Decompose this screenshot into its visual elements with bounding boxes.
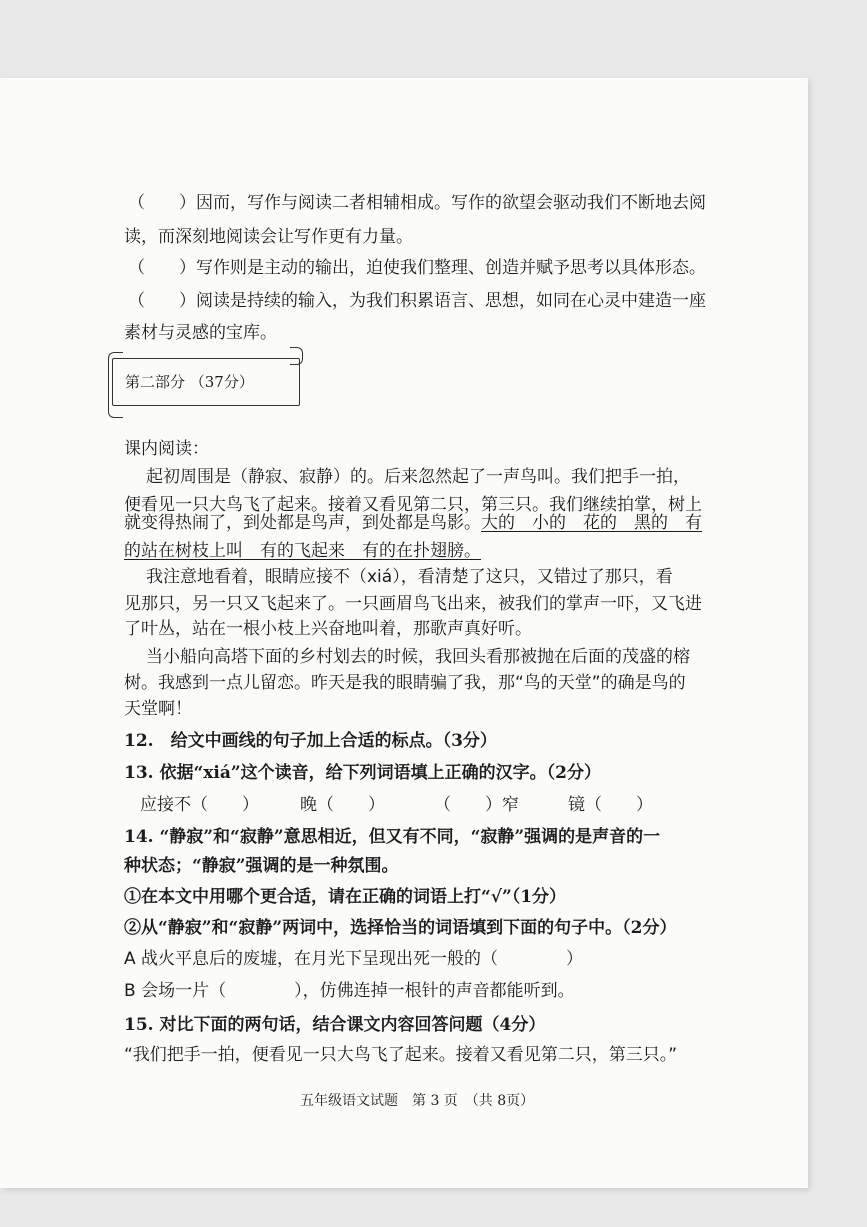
answer-blank[interactable]: （ ） <box>128 193 196 213</box>
passage-line: 树。我感到一点儿留恋。昨天是我的眼睛骗了我，那“鸟的天堂”的确是鸟的 <box>124 673 686 693</box>
section-title: 第二部分 （37分） <box>125 373 254 391</box>
passage-line: 了叶丛，站在一根小枝上兴奋地叫着，那歌声真好听。 <box>124 619 532 639</box>
ordering-line-5: 素材与灵感的宝库。 <box>124 323 277 343</box>
underlined-sentence: 大的 小的 花的 黑的 有 <box>481 513 702 533</box>
q13-item[interactable]: （ ）窄 <box>434 795 519 815</box>
passage-line: 见那只，另一只又飞起来了。一只画眉鸟飞出来，被我们的掌声一吓，又飞进 <box>124 594 702 614</box>
passage-line: 天堂啊！ <box>124 699 192 719</box>
answer-blank[interactable]: （ ） <box>128 258 196 278</box>
ordering-line-1: （ ）因而，写作与阅读二者相辅相成。写作的欲望会驱动我们不断地去阅 <box>128 193 706 213</box>
q13-item[interactable]: 镜（ ） <box>568 795 653 815</box>
question-14-cont: 种状态；“静寂”强调的是一种氛围。 <box>124 856 399 876</box>
answer-blank[interactable]: （ ） <box>128 291 196 311</box>
passage-line: 起初周围是（静寂、寂静）的。后来忽然起了一声鸟叫。我们把手一拍， <box>146 467 690 487</box>
passage-line: 便看见一只大鸟飞了起来。接着又看见第二只，第三只。我们继续拍掌，树上 <box>124 495 702 515</box>
question-13: 13. 依据“xiá”这个读音，给下列词语填上正确的汉字。（2分） <box>124 763 601 783</box>
question-14-part-1: ①在本文中用哪个更合适，请在正确的词语上打“√”（1分） <box>124 887 567 907</box>
question-12: 12. 给文中画线的句子加上合适的标点。（3分） <box>124 731 497 751</box>
ordering-line-3: （ ）写作则是主动的输出，迫使我们整理、创造并赋予思考以具体形态。 <box>128 258 706 278</box>
question-15: 15. 对比下面的两句话，结合课文内容回答问题（4分） <box>124 1015 546 1035</box>
q15-quote: “我们把手一拍，便看见一只大鸟飞了起来。接着又看见第二只，第三只。” <box>124 1045 678 1065</box>
section-banner <box>112 358 300 406</box>
question-14: 14. “静寂”和“寂静”意思相近，但又有不同，“寂静”强调的是声音的一 <box>124 827 661 847</box>
passage-line: 当小船向高塔下面的乡村划去的时候，我回头看那被抛在后面的茂盛的榕 <box>146 647 690 667</box>
passage-line: 我注意地看着，眼睛应接不（xiá），看清楚了这只，又错过了那只，看 <box>146 567 673 587</box>
underlined-sentence: 的站在树枝上叫 有的飞起来 有的在扑翅膀。 <box>124 541 481 561</box>
reading-heading: 课内阅读： <box>124 439 209 459</box>
q14-option-b[interactable]: B 会场一片（ ），仿佛连掉一根针的声音都能听到。 <box>124 981 575 1001</box>
page-footer: 五年级语文试题 第 3 页 （共 8页） <box>300 1093 535 1109</box>
q13-item[interactable]: 晚（ ） <box>300 795 385 815</box>
passage-line: 就变得热闹了，到处都是鸟声，到处都是鸟影。大的 小的 花的 黑的 有 <box>124 513 702 533</box>
q13-item[interactable]: 应接不（ ） <box>140 795 259 815</box>
q14-option-a[interactable]: A 战火平息后的废墟，在月光下呈现出死一般的（ ） <box>124 949 584 969</box>
question-14-part-2: ②从“静寂”和“寂静”两词中，选择恰当的词语填到下面的句子中。（2分） <box>124 918 677 938</box>
ordering-line-4: （ ）阅读是持续的输入，为我们积累语言、思想，如同在心灵中建造一座 <box>128 291 706 311</box>
ordering-line-2: 读，而深刻地阅读会让写作更有力量。 <box>124 227 413 247</box>
